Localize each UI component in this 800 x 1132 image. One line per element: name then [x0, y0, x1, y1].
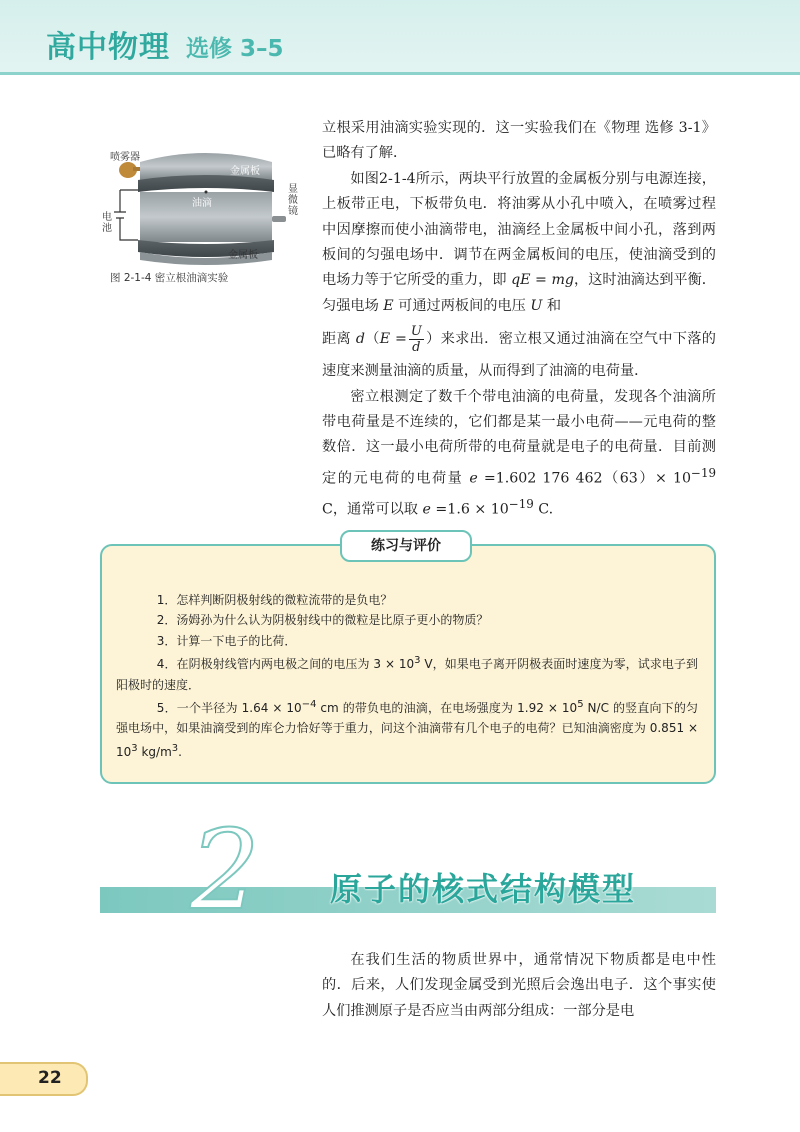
question-3: 3．计算一下电子的比荷．: [156, 633, 297, 648]
fraction-u-over-d: $\frac{U}{d}$: [410, 323, 422, 355]
paragraph-2: 如图2-1-4所示，两块平行放置的金属板分别与电源连接，上板带正电，下板带负电．将油雾从小孔中喷入，在喷雾过程中因摩擦而使小油滴带电，油滴经上金属板中间小孔，落到两板间的匀强电场中．调节在两金属板间的电压，使油滴受到的电场力等于它所受的重力，即 qE = mg，这时油滴达到平衡．匀强电场 E 可通过两板间的电压 U 和: [322, 170, 716, 314]
figure-caption: 图 2-1-4 密立根油滴实验: [110, 272, 229, 284]
label-microscope: 显微镜: [288, 184, 298, 217]
section-title: 原子的核式结构模型: [330, 870, 637, 908]
paragraph-3: 距离 d（E = $\frac{U}{d}$ ）来求出．密立根又通过油滴在空气中下落的速度来测量油滴的质量，从而得到了油滴的电荷量．: [322, 323, 716, 380]
oil-drop-figure: [100, 140, 300, 290]
question-4: 4．在阴极射线管内两电极之间的电压为 $3 \times 10^3$ V，如果电子离开阴极表面时速度为零，试求电子到阳极时的速度．: [116, 655, 698, 692]
battery-icon: [114, 190, 138, 240]
book-subtitle: 选修 3–5: [186, 36, 284, 62]
label-battery: 电池: [102, 212, 112, 234]
main-text: [322, 116, 716, 523]
section-text: [322, 948, 716, 1024]
book-title: 高中物理: [46, 30, 170, 65]
microscope-icon: [272, 216, 286, 222]
paragraph-4: 密立根测定了数千个带电油滴的电荷量，发现各个油滴所带电荷量是不连续的，它们都是某一最小电荷——元电荷的整数倍．这一最小电荷所带的电荷量就是电子的电荷量．目前测定的元电荷的电荷量 e =1.602 176 $462(63)\times 10^{-19}$ C，通常可以取 $e =1.6 \times 10^{-19}$ C.: [322, 388, 716, 518]
page-header: [0, 0, 800, 75]
label-sprayer: 喷雾器: [110, 152, 140, 163]
question-1: 1．怎样判断阴极射线的微粒流带的是负电？: [156, 593, 393, 607]
section-number-icon: [180, 812, 270, 922]
top-plate: [138, 175, 274, 192]
svg-text:2: 2: [190, 812, 260, 922]
page-number: 22: [38, 1068, 62, 1088]
section-paragraph-1: 在我们生活的物质世界中，通常情况下物质都是电中性的．后来，人们发现金属受到光照后会逸出电子．这个事实使人们推测原子是否应当由两部分组成：一部分是电: [322, 952, 716, 1019]
exercise-list: [116, 590, 698, 762]
label-oil-drop: 油滴: [192, 198, 212, 209]
exercise-title: 练习与评价: [340, 530, 472, 562]
question-5: 5．一个半径为 $1.64 \times 10^{-4}$ cm 的带负电的油滴，在电场强度为 $1.92 \times 10^5$ N/C 的竖直向下的匀强电场中，如果油滴受到的库仑力恰好等于重力，问这个油滴带有几个电子的电荷？已知油滴密度为 $0.851 \times 10^3$ $kg/m^3$.: [116, 699, 698, 759]
question-2: 2．汤姆孙为什么认为阴极射线中的微粒是比原子更小的物质？: [156, 613, 489, 628]
label-top-plate: 金属板: [230, 166, 260, 177]
paragraph-1: 立根采用油滴实验实现的．这一实验我们在《物理 选修 3-1》已略有了解．: [322, 120, 716, 162]
label-bottom-plate: 金属板: [228, 250, 258, 261]
